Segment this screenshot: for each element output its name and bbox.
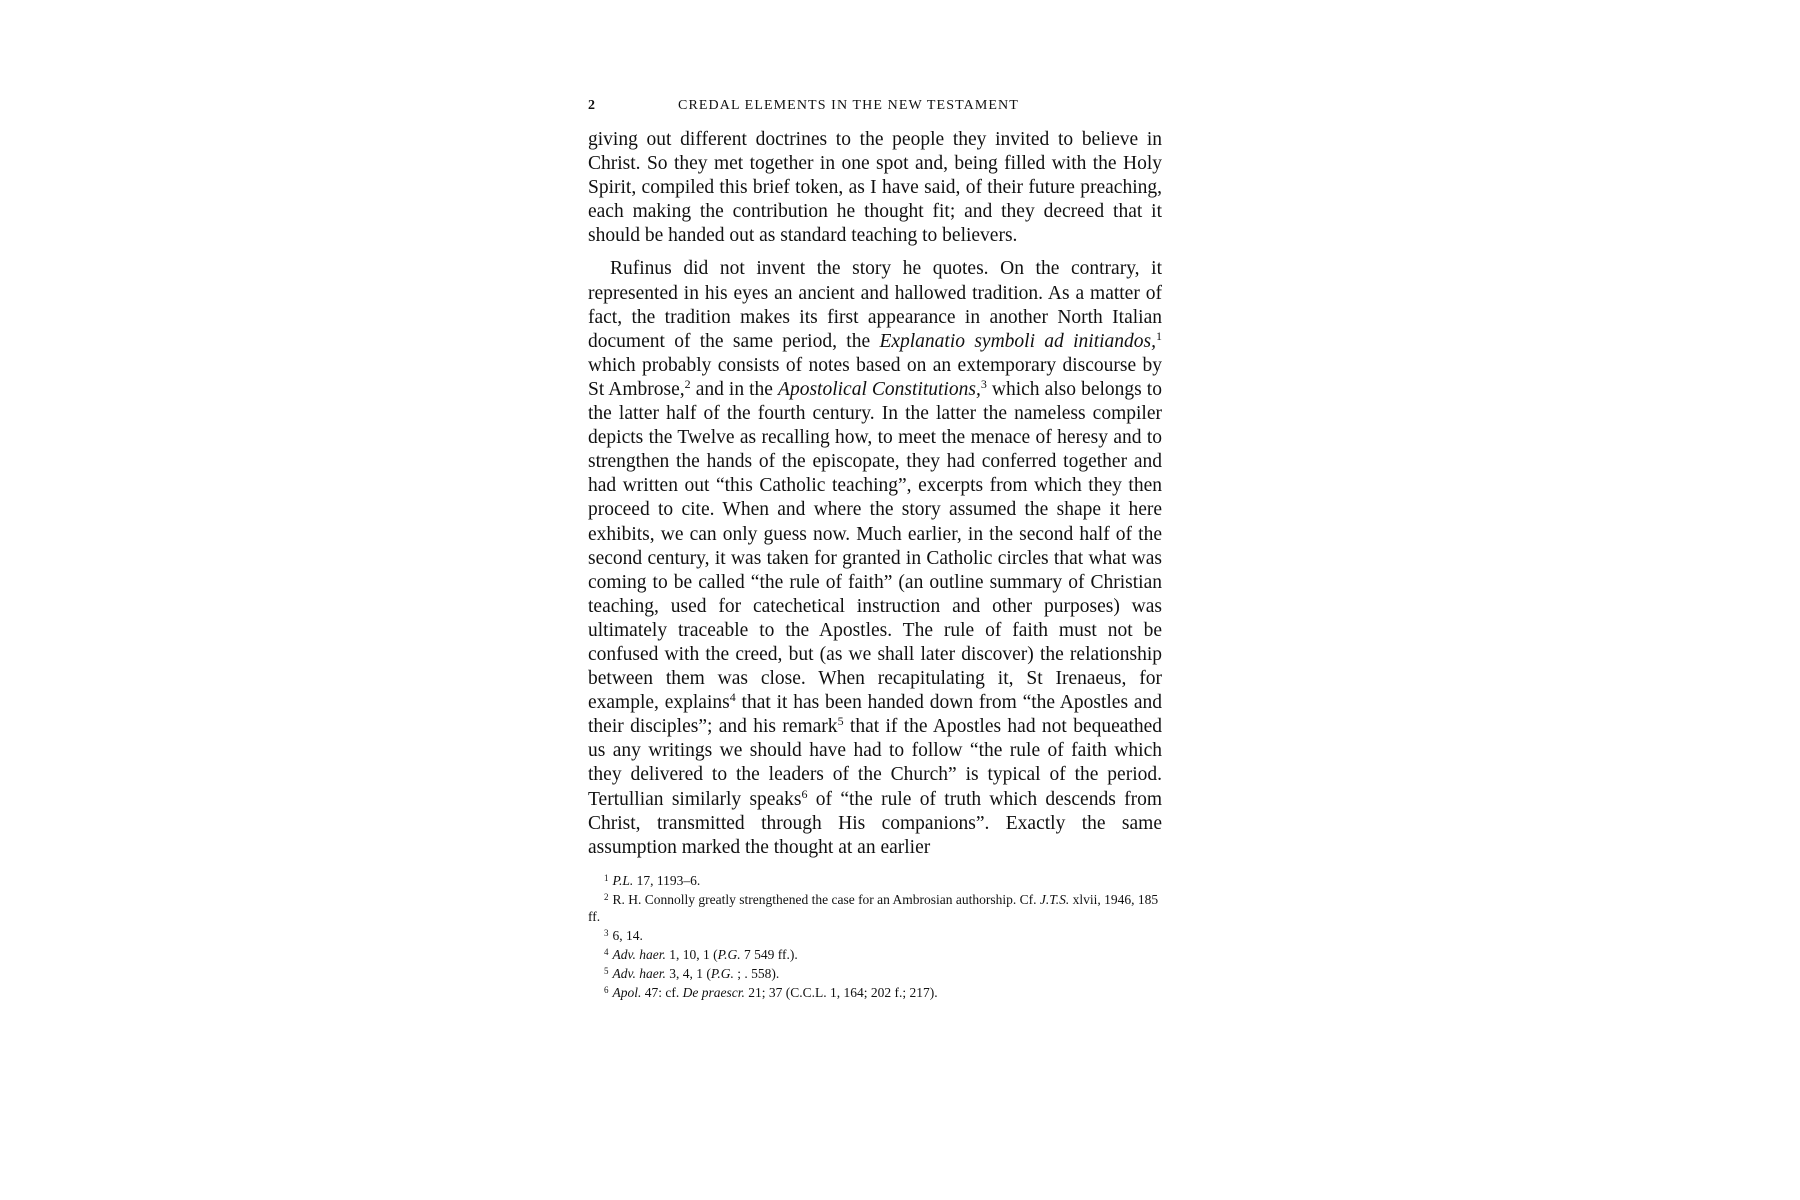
paragraph-continued: giving out different doctrines to the people they invited to believe in Christ. So they met together in one spot and, being filled with the Holy Spirit, compiled this brief token, as I have said, of their future preaching, each making the contribution he thought fit; and they decreed that it should be handed out as standard teaching to believers. [588,129,1162,247]
text-run: that if the Apostles had not bequeathed us any writings we should have had to follow “the rule of faith which they delivered to the leaders of the Church” is typical of the period. Tertullian similarly speaks [588,716,1162,810]
footnote-ref: 4 [729,690,736,705]
text-run: and in the [690,378,779,400]
footnote: $^2$ R. H. Connolly greatly strengthened the case for an Ambrosian authorship. Cf. J.T.S. xlvii, 1946, 185 ff. [588,891,1159,924]
text-run: of “the rule of truth which descends from Christ, transmitted through His companions”. Exactly the same assumption marked the thought at an earlier [588,788,1162,858]
running-head [588,98,1162,118]
footnote: $^4$ Adv. haer. 1, 10, 1 (P.G. 7 549 ff.). [604,946,798,962]
footnotes [588,870,1162,1001]
work-title: Explanatio symboli ad initiandos, [879,330,1156,352]
page-number: 2 [588,98,595,113]
work-title: Apostolical Constitutions, [778,378,981,400]
paragraph-main [588,257,1162,859]
footnote: $^3$ 6, 14. [604,927,643,943]
text-run: Rufinus did not invent the story he quotes. On the contrary, it represented in his eyes an ancient and hallowed tradition. As a matter of fact, the tradition makes its first appearance in another North Italian document of the same period, the [588,258,1162,352]
footnote: $^6$ Apol. 47: cf. De praescr. 21; 37 (C.C.L. 1, 164; 202 f.; 217). [604,984,938,1000]
text-run: which also belongs to the latter half of the fourth century. In the latter the nameless compiler depicts the Twelve as recalling how, to meet the menace of heresy and to strengthen the hands of the episcopate, they had conferred together and had written out “this Catholic teaching”, excerpts from which they then proceed to cite. When and where the story assumed the shape it here exhibits, we can only guess now. Much earlier, in the second half of the second century, it was taken for granted in Catholic circles that what was coming to be called “the rule of faith” (an outline summary of Christian teaching, used for catechetical instruction and other purposes) was ultimately traceable to the Apostles. The rule of faith must not be confused with the creed, but (as we shall later discover) the relationship between them was close. When recapitulating it, St Irenaeus, for example, explains [588,378,1162,714]
footnote-ref: 3 [980,376,987,391]
running-title: CREDAL ELEMENTS IN THE NEW TESTAMENT [678,98,1019,113]
footnote-ref: 2 [684,376,691,391]
text-run: that it has been handed down from “the Apostles and their disciples”; and his remark [588,692,1162,738]
footnote-ref: 1 [1156,328,1162,343]
footnote-ref: 5 [837,714,844,729]
text-run: which probably consists of notes based on an extemporary discourse by St Ambrose, [588,354,1162,400]
footnote-ref: 6 [801,786,808,801]
book-page [588,98,1162,1001]
footnote: $^5$ Adv. haer. 3, 4, 1 (P.G. ; . 558). [604,965,780,981]
footnote: $^1$ P.L. 17, 1193–6. [604,872,701,888]
